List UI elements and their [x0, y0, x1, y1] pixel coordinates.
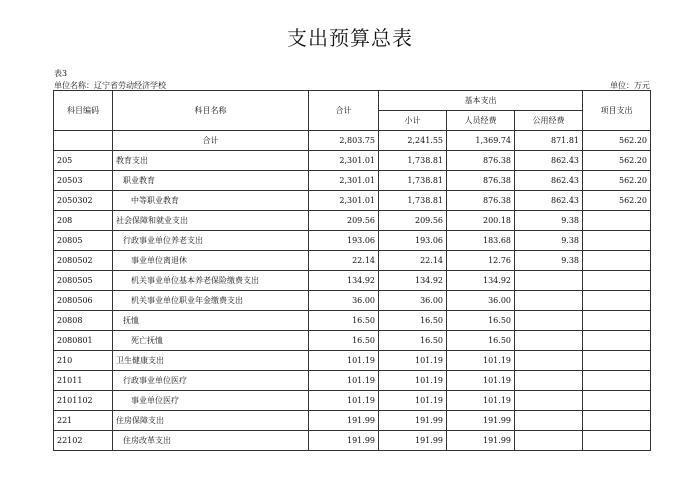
- cell-personnel: 101.19: [447, 351, 515, 371]
- summary-label: 合计: [113, 131, 309, 151]
- cell-project: [583, 351, 651, 371]
- cell-project: [583, 431, 651, 451]
- cell-subtotal: 193.06: [379, 231, 447, 251]
- table-row: [54, 351, 651, 371]
- cell-personnel: 876.38: [447, 171, 515, 191]
- table-header: [54, 91, 651, 131]
- cell-total: 36.00: [309, 291, 379, 311]
- cell-subtotal: 209.56: [379, 211, 447, 231]
- cell-public: [515, 331, 583, 351]
- cell-name: 住房改革支出: [113, 431, 309, 451]
- summary-subtotal: 2,241.55: [379, 131, 447, 151]
- header-name: 科目名称: [113, 91, 309, 131]
- cell-project: [583, 271, 651, 291]
- cell-subtotal: 1,738.81: [379, 191, 447, 211]
- cell-subtotal: 101.19: [379, 371, 447, 391]
- cell-subtotal: 16.50: [379, 311, 447, 331]
- cell-public: 862.43: [515, 191, 583, 211]
- cell-name: 教育支出: [113, 151, 309, 171]
- cell-public: [515, 311, 583, 331]
- cell-public: [515, 351, 583, 371]
- unit-name: 单位名称：辽宁省劳动经济学校: [54, 81, 166, 90]
- cell-name: 中等职业教育: [113, 191, 309, 211]
- cell-code: 2101102: [54, 391, 113, 411]
- table-row: [54, 431, 651, 451]
- cell-project: [583, 311, 651, 331]
- cell-total: 16.50: [309, 331, 379, 351]
- table-row: [54, 371, 651, 391]
- cell-code: 2050302: [54, 191, 113, 211]
- cell-name: 卫生健康支出: [113, 351, 309, 371]
- cell-subtotal: 1,738.81: [379, 171, 447, 191]
- cell-name: 机关事业单位基本养老保险缴费支出: [113, 271, 309, 291]
- cell-public: 9.38: [515, 251, 583, 271]
- cell-personnel: 134.92: [447, 271, 515, 291]
- cell-total: 101.19: [309, 391, 379, 411]
- cell-total: 2,301.01: [309, 151, 379, 171]
- cell-subtotal: 134.92: [379, 271, 447, 291]
- cell-project: [583, 331, 651, 351]
- summary-row: [54, 131, 651, 151]
- cell-code: 2080506: [54, 291, 113, 311]
- cell-personnel: 191.99: [447, 431, 515, 451]
- summary-personnel: 1,369.74: [447, 131, 515, 151]
- cell-name: 职业教育: [113, 171, 309, 191]
- cell-subtotal: 22.14: [379, 251, 447, 271]
- table-row: [54, 171, 651, 191]
- cell-personnel: 16.50: [447, 331, 515, 351]
- cell-code: 2080502: [54, 251, 113, 271]
- cell-project: 562.20: [583, 191, 651, 211]
- table-row: [54, 251, 651, 271]
- table-row: [54, 311, 651, 331]
- cell-public: [515, 371, 583, 391]
- cell-subtotal: 101.19: [379, 351, 447, 371]
- cell-total: 191.99: [309, 411, 379, 431]
- table-body: [54, 131, 651, 451]
- cell-subtotal: 1,738.81: [379, 151, 447, 171]
- header-project: 项目支出: [583, 91, 651, 131]
- cell-name: 行政事业单位医疗: [113, 371, 309, 391]
- cell-public: [515, 411, 583, 431]
- cell-personnel: 16.50: [447, 311, 515, 331]
- cell-name: 社会保障和就业支出: [113, 211, 309, 231]
- cell-public: 9.38: [515, 231, 583, 251]
- table-row: [54, 391, 651, 411]
- cell-personnel: 183.68: [447, 231, 515, 251]
- table-row: [54, 271, 651, 291]
- cell-name: 行政事业单位养老支出: [113, 231, 309, 251]
- unit-label: 单位：万元: [610, 81, 650, 90]
- cell-personnel: 191.99: [447, 411, 515, 431]
- cell-total: 193.06: [309, 231, 379, 251]
- summary-public: 871.81: [515, 131, 583, 151]
- cell-code: 221: [54, 411, 113, 431]
- cell-name: 事业单位医疗: [113, 391, 309, 411]
- cell-total: 101.19: [309, 371, 379, 391]
- cell-code: 2080505: [54, 271, 113, 291]
- cell-total: 22.14: [309, 251, 379, 271]
- summary-project: 562.20: [583, 131, 651, 151]
- cell-public: [515, 291, 583, 311]
- cell-public: 862.43: [515, 151, 583, 171]
- cell-total: 191.99: [309, 431, 379, 451]
- cell-code: 21011: [54, 371, 113, 391]
- cell-subtotal: 191.99: [379, 411, 447, 431]
- cell-total: 16.50: [309, 311, 379, 331]
- budget-table: [53, 90, 651, 451]
- table-row: [54, 411, 651, 431]
- cell-total: 2,301.01: [309, 191, 379, 211]
- table-code: 表3: [54, 69, 68, 78]
- cell-personnel: 876.38: [447, 191, 515, 211]
- table-row: [54, 151, 651, 171]
- table-row: [54, 211, 651, 231]
- cell-project: [583, 391, 651, 411]
- summary-total: 2,803.75: [309, 131, 379, 151]
- cell-code: 20503: [54, 171, 113, 191]
- header-total: 合计: [309, 91, 379, 131]
- cell-project: 562.20: [583, 171, 651, 191]
- cell-subtotal: 16.50: [379, 331, 447, 351]
- cell-name: 住房保障支出: [113, 411, 309, 431]
- header-subtotal: 小计: [379, 111, 447, 131]
- cell-code: 210: [54, 351, 113, 371]
- cell-project: 562.20: [583, 151, 651, 171]
- cell-personnel: 876.38: [447, 151, 515, 171]
- cell-personnel: 200.18: [447, 211, 515, 231]
- cell-project: [583, 251, 651, 271]
- cell-code: 205: [54, 151, 113, 171]
- cell-total: 134.92: [309, 271, 379, 291]
- cell-subtotal: 191.99: [379, 431, 447, 451]
- header-personnel: 人员经费: [447, 111, 515, 131]
- cell-public: [515, 391, 583, 411]
- header-public: 公用经费: [515, 111, 583, 131]
- cell-code: 208: [54, 211, 113, 231]
- cell-name: 死亡抚恤: [113, 331, 309, 351]
- cell-personnel: 101.19: [447, 371, 515, 391]
- table-row: [54, 291, 651, 311]
- cell-public: 862.43: [515, 171, 583, 191]
- cell-project: [583, 231, 651, 251]
- cell-total: 2,301.01: [309, 171, 379, 191]
- cell-personnel: 12.76: [447, 251, 515, 271]
- cell-code: 2080801: [54, 331, 113, 351]
- cell-total: 209.56: [309, 211, 379, 231]
- cell-subtotal: 101.19: [379, 391, 447, 411]
- cell-project: [583, 291, 651, 311]
- cell-personnel: 101.19: [447, 391, 515, 411]
- cell-name: 抚恤: [113, 311, 309, 331]
- cell-personnel: 36.00: [447, 291, 515, 311]
- cell-name: 机关事业单位职业年金缴费支出: [113, 291, 309, 311]
- page-title: 支出预算总表: [287, 26, 413, 50]
- cell-public: [515, 431, 583, 451]
- cell-public: 9.38: [515, 211, 583, 231]
- table-row: [54, 231, 651, 251]
- cell-project: [583, 411, 651, 431]
- table-row: [54, 191, 651, 211]
- table-row: [54, 331, 651, 351]
- cell-project: [583, 211, 651, 231]
- cell-subtotal: 36.00: [379, 291, 447, 311]
- summary-code: [54, 131, 113, 151]
- cell-public: [515, 271, 583, 291]
- cell-code: 20805: [54, 231, 113, 251]
- cell-name: 事业单位离退休: [113, 251, 309, 271]
- cell-total: 101.19: [309, 351, 379, 371]
- header-code: 科目编码: [54, 91, 113, 131]
- cell-code: 22102: [54, 431, 113, 451]
- header-basic: 基本支出: [379, 91, 583, 111]
- cell-code: 20808: [54, 311, 113, 331]
- cell-project: [583, 371, 651, 391]
